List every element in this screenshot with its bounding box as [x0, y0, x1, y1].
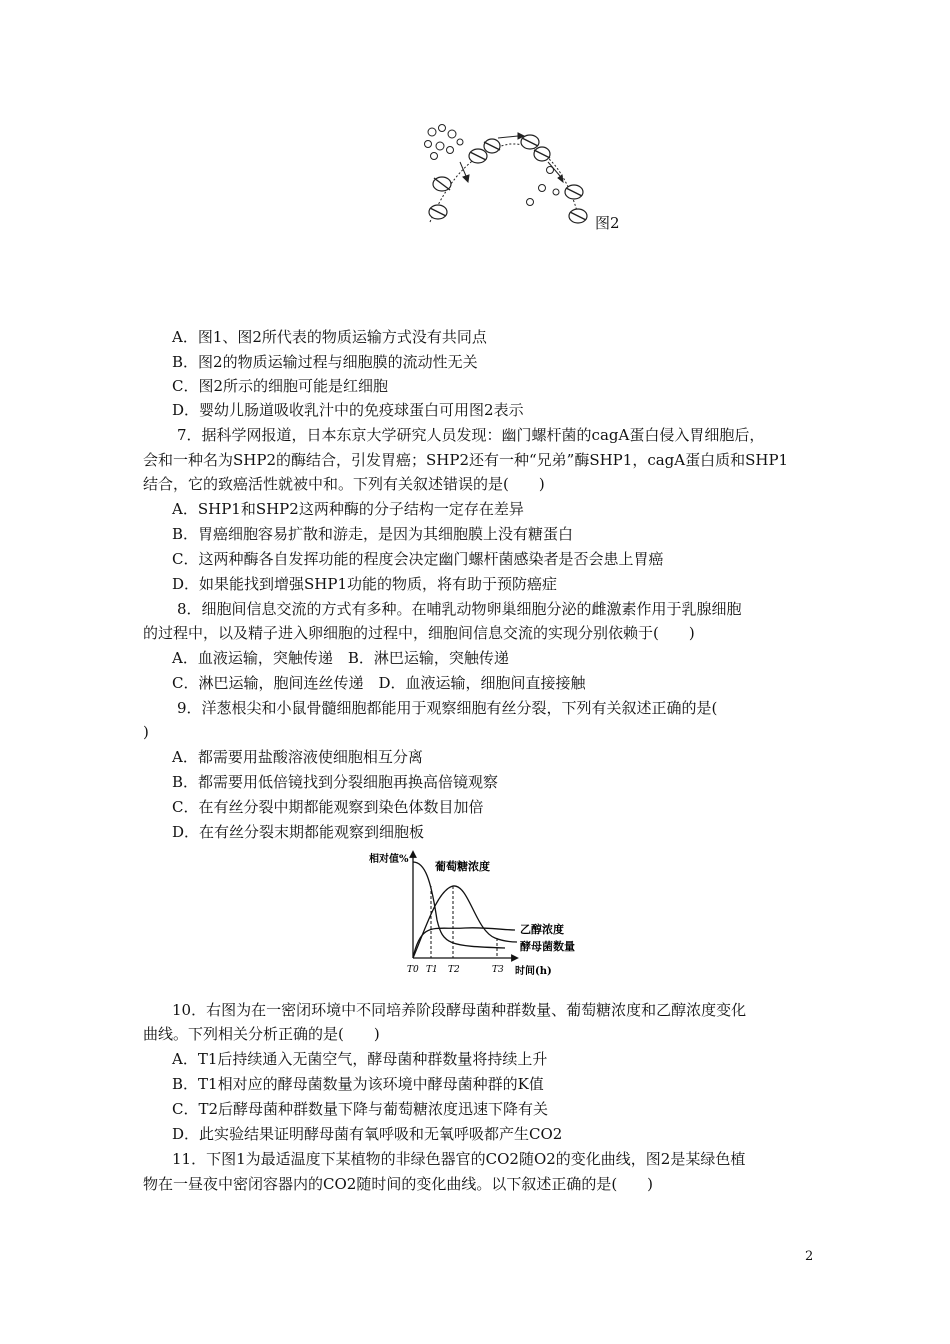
q8-stem-line-2: 的过程中，以及精子进入卵细胞的过程中，细胞间信息交流的实现分别依赖于( ): [143, 624, 695, 642]
glucose-curve: [413, 862, 505, 948]
tick-t0: T0: [407, 965, 419, 975]
ethanol-label: 乙醇浓度: [520, 923, 564, 936]
tick-t1: T1: [426, 965, 438, 975]
q9-stem-line-2: ): [143, 723, 149, 741]
tick-t2: T2: [448, 965, 460, 975]
q8-options-cd: C．淋巴运输，胞间连丝传递 D．血液运输，细胞间直接接触: [172, 674, 586, 692]
yeast-culture-chart: [365, 850, 605, 980]
x-axis-label: 时间(h): [515, 966, 552, 977]
q7-option-b: B．胃癌细胞容易扩散和游走，是因为其细胞膜上没有糖蛋白: [172, 525, 574, 543]
q10-option-c: C．T2后酵母菌种群数量下降与葡萄糖浓度迅速下降有关: [172, 1100, 549, 1118]
q10-stem-line-1: 10．右图为在一密闭环境中不同培养阶段酵母菌种群数量、葡萄糖浓度和乙醇浓度变化: [172, 1001, 747, 1019]
q7-option-a: A．SHP1和SHP2这两种酶的分子结构一定存在差异: [172, 500, 524, 518]
yeast-count-label: 酵母菌数量: [520, 940, 575, 953]
q9-stem-line-1: 9．洋葱根尖和小鼠骨髓细胞都能用于观察细胞有丝分裂，下列有关叙述正确的是(: [177, 699, 718, 717]
ethanol-curve: [413, 928, 515, 958]
q10-stem-line-2: 曲线。下列相关分析正确的是( ): [143, 1025, 380, 1043]
q9-option-d: D．在有丝分裂末期都能观察到细胞板: [172, 823, 425, 841]
q6-option-c: C．图2所示的细胞可能是红细胞: [172, 377, 389, 395]
q7-option-c: C．这两种酶各自发挥功能的程度会决定幽门螺杆菌感染者是否会患上胃癌: [172, 550, 664, 568]
q7-option-d: D．如果能找到增强SHP1功能的物质，将有助于预防癌症: [172, 575, 558, 593]
q8-options-ab: A．血液运输，突触传递 B．淋巴运输，突触传递: [172, 649, 509, 667]
q10-option-d: D．此实验结果证明酵母菌有氧呼吸和无氧呼吸都产生CO2: [172, 1125, 563, 1143]
q8-stem-line-1: 8．细胞间信息交流的方式有多种。在哺乳动物卵巢细胞分泌的雌激素作用于乳腺细胞: [177, 600, 742, 618]
q6-option-b: B．图2的物质运输过程与细胞膜的流动性无关: [172, 353, 478, 371]
q10-option-b: B．T1相对应的酵母菌数量为该环境中酵母菌种群的K值: [172, 1075, 544, 1093]
tick-t3: T3: [492, 965, 504, 975]
yeast-count-curve: [413, 886, 517, 958]
q11-stem-line-2: 物在一昼夜中密闭容器内的CO2随时间的变化曲线。以下叙述正确的是( ): [143, 1175, 654, 1193]
q6-option-a: A．图1、图2所代表的物质运输方式没有共同点: [172, 328, 487, 346]
y-axis-label: 相对值%: [369, 854, 409, 865]
q6-option-d: D．婴幼儿肠道吸收乳汁中的免疫球蛋白可用图2表示: [172, 401, 524, 419]
q7-stem-line-2: 会和一种名为SHP2的酶结合，引发胃癌；SHP2还有一种“兄弟”酶SHP1，cagA蛋白质和SHP1: [143, 451, 789, 469]
q10-option-a: A．T1后持续通入无菌空气，酵母菌种群数量将持续上升: [172, 1050, 548, 1068]
q9-option-b: B．都需要用低倍镜找到分裂细胞再换高倍镜观察: [172, 773, 499, 791]
figure-2-label: 图2: [595, 214, 620, 232]
page-number: 2: [805, 1249, 814, 1264]
glucose-label: 葡萄糖浓度: [435, 860, 490, 873]
figure-2-illustration: [420, 122, 595, 232]
q9-option-c: C．在有丝分裂中期都能观察到染色体数目加倍: [172, 798, 484, 816]
q7-stem-line-3: 结合，它的致癌活性就被中和。下列有关叙述错误的是( ): [143, 475, 545, 493]
q9-option-a: A．都需要用盐酸溶液使细胞相互分离: [172, 748, 423, 766]
q11-stem-line-1: 11．下图1为最适温度下某植物的非绿色器官的CO2随O2的变化曲线，图2是某绿色植: [172, 1150, 746, 1168]
q7-stem-line-1: 7．据科学网报道，日本东京大学研究人员发现：幽门螺杆菌的cagA蛋白侵入胃细胞后，: [177, 426, 765, 444]
